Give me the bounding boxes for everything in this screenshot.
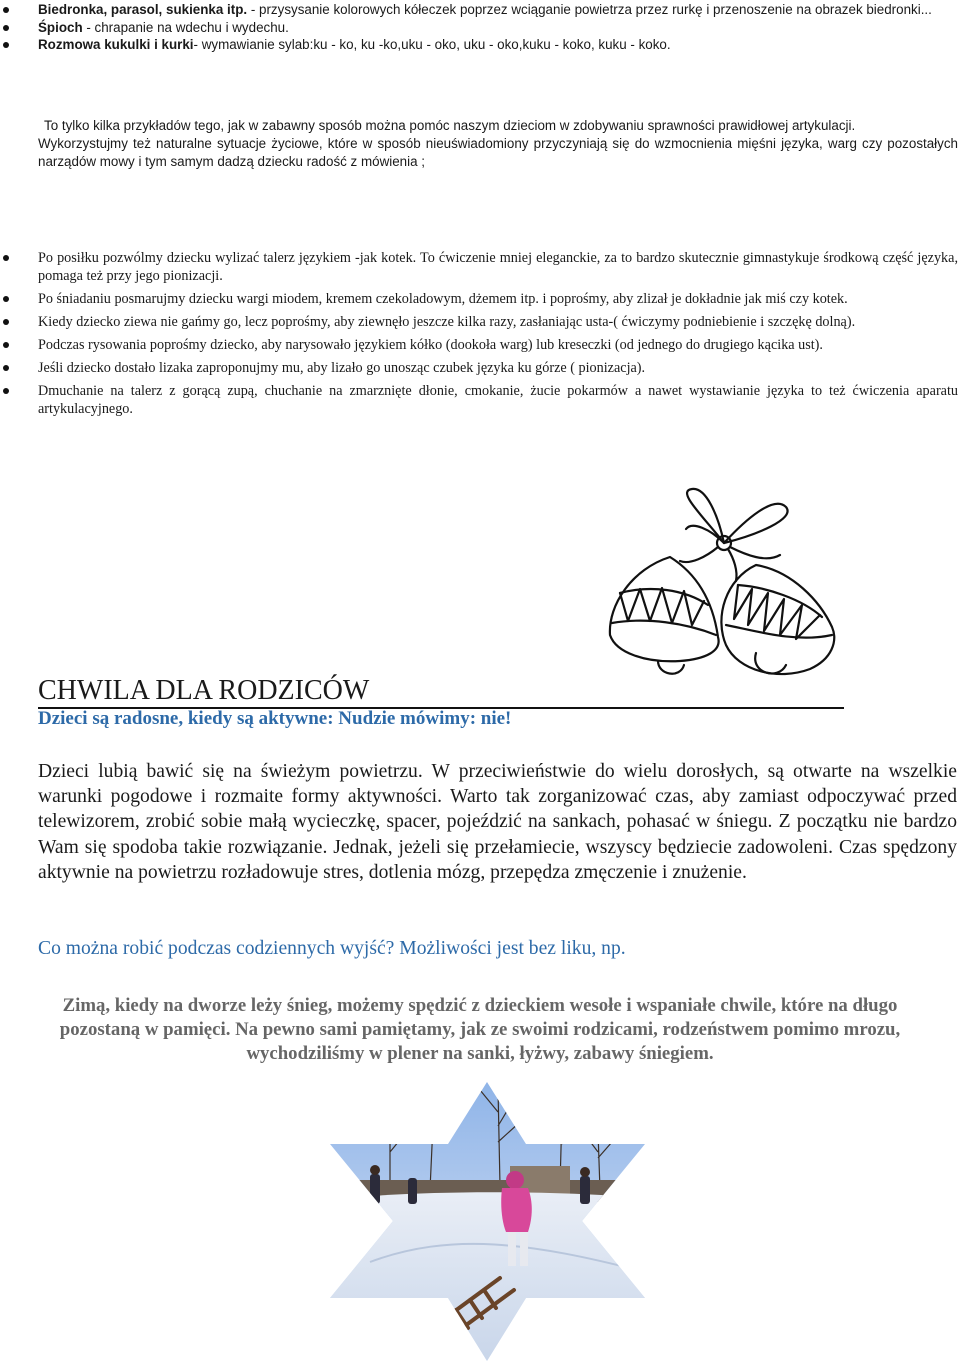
christmas-bells-illustration [606, 485, 842, 685]
bullet-icon [3, 255, 9, 261]
sledding-photo [330, 1082, 645, 1361]
bullet-icon [3, 7, 9, 13]
list-item [0, 1, 960, 19]
exercise-name: Rozmowa kukulki i kurki [38, 37, 194, 52]
exercise-list [0, 1, 960, 54]
body-paragraph: Dzieci lubią bawić się na świeżym powietrzu. W przeciwieństwie do wielu dorosłych, są otwarte na wszelkie warunki pogodowe i rozmaite formy aktywności. Warto tak zorganizować czas, aby zamiast odpoczywać przed telewizorem, zrobić sobie małą wycieczkę, spacer, pojeździć na sankach, pohasać w śniegu. Z początku nie bardzo Wam się spodoba takie rozwiązanie. Jednak, jeżeli się przełamiecie, wszyscy będziecie zadowoleni. Czas spędzony aktywnie na powietrzu rozładowuje stres, dotlenia mózg, przepędza zmęczenie i znużenie. [38, 761, 957, 883]
bullet-icon [3, 342, 9, 348]
bullet-icon [3, 42, 9, 48]
bullet-icon [3, 296, 9, 302]
intro-paragraph-2: Wykorzystujmy też naturalne sytuacje życiowe, które w sposób nieuświadomiony przyczyniają się do wzmocnienia mięśni języka, warg czy pozostałych narządów mowy i tym samym dadzą dziecku radość z mówienia ; [38, 136, 958, 169]
list-item-text: Podczas rysowania poprośmy dziecko, aby narysowało językiem kółko (dookoła warg) lub kreseczki (od jednego do drugiego kącika ust). [38, 337, 823, 353]
section-subheading: Dzieci są radosne, kiedy są aktywne: Nudzie mówimy: nie! [38, 708, 512, 729]
bullet-icon [3, 365, 9, 371]
bullet-icon [3, 319, 9, 325]
list-item [0, 313, 960, 331]
exercise-description: - przysysanie kolorowych kółeczek poprzez wciąganie powietrza przez rurkę i przenoszenie na obrazek biedronki... [247, 2, 932, 17]
intro-paragraph: To tylko kilka przykładów tego, jak w zabawny sposób można pomóc naszym dzieciom w zdobywaniu sprawności prawidłowej artykulacji. [44, 118, 856, 133]
list-item [0, 290, 960, 308]
list-item-text: Po posiłku pozwólmy dziecku wylizać talerz językiem -jak kotek. To ćwiczenie mniej eleganckie, za to bardzo skutecznie gimnastykuje środkową część języka, pomaga też przy jego pionizacji. [38, 250, 958, 284]
exercise-name: Śpioch [38, 19, 83, 35]
list-item [0, 19, 960, 37]
list-item-text: Dmuchanie na talerz z gorącą zupą, chuchanie na zmarznięte dłonie, cmokanie, żucie pokarmów a nawet wystawianie języka to też ćwiczenia aparatu artykulacyjnego. [38, 383, 958, 417]
question-line: Co można robić podczas codziennych wyjść? Możliwości jest bez liku, np. [38, 938, 626, 959]
bullet-icon [3, 25, 9, 31]
list-item [0, 336, 960, 354]
everyday-exercises-list [0, 249, 960, 423]
section-heading: CHWILA DLA RODZICÓW [38, 674, 844, 709]
list-item-text: Po śniadaniu posmarujmy dziecku wargi miodem, kremem czekoladowym, dżemem itp. i poprośmy, aby zlizał je dokładnie jak miś czy kotek. [38, 291, 848, 307]
winter-paragraph: Zimą, kiedy na dworze leży śnieg, możemy spędzić z dzieckiem wesołe i wspaniałe chwile, które na długo pozostaną w pamięci. Na pewno sami pamiętamy, jak ze swoimi rodzicami, rodzeństwem pomimo mrozu, wychodziliśmy w plener na sanki, łyżwy, zabawy śniegiem. [59, 995, 901, 1065]
list-item-text: Kiedy dziecko ziewa nie gańmy go, lecz poprośmy, aby ziewnęło jeszcze kilka razy, zasłaniając usta-( ćwiczymy podniebienie i szczękę dolną). [38, 314, 856, 330]
exercise-description: - wymawianie sylab:ku - ko, ku -ko,uku - oko, uku - oko,kuku - koko, kuku - koko. [193, 37, 671, 52]
list-item [0, 36, 960, 54]
exercise-description: - chrapanie na wdechu i wydechu. [82, 19, 289, 35]
exercise-name: Biedronka, parasol, sukienka itp. [38, 2, 248, 17]
list-item [0, 359, 960, 377]
bullet-icon [3, 388, 9, 394]
list-item-text: Jeśli dziecko dostało lizaka zaproponujmy mu, aby lizało go unosząc czubek języka ku górze ( pionizacja). [38, 360, 646, 376]
list-item [0, 249, 960, 285]
list-item [0, 382, 960, 418]
